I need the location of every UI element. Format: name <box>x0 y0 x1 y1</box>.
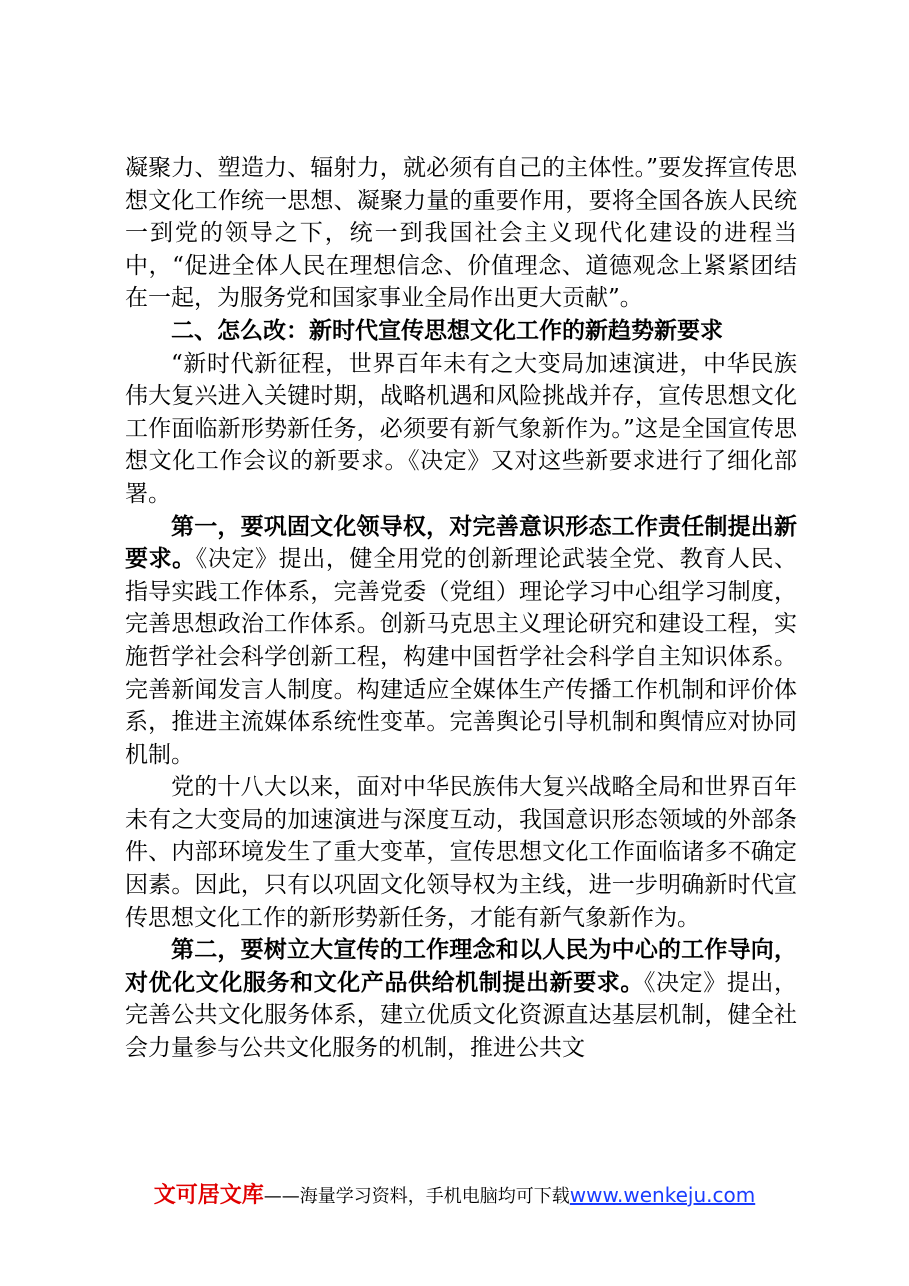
first-point-lead: 第一，要巩固文化领导权，对完善意识形态工作责任制提出新要求。 <box>125 512 797 573</box>
paragraph-second-point <box>125 934 797 1064</box>
paragraph-eighteenth-congress: 党的十八大以来，面对中华民族伟大复兴战略全局和世界百年未有之大变局的加速演进与深度互动，我国意识形态领域的外部条件、内部环境发生了重大变革，宣传思想文化工作面临诸多不确定因素。因此，只有以巩固文化领导权为主线，进一步明确新时代宣传思想文化工作的新形势新任务，才能有新气象新作为。 <box>125 774 797 931</box>
footer-brand: 文可居文库 <box>153 1183 264 1208</box>
second-point-lead: 第二，要树立大宣传的工作理念和以人民为中心的工作导向，对优化文化服务和文化产品供给机制提出新要求。 <box>125 936 797 996</box>
section-heading: 二、怎么改：新时代宣传思想文化工作的新趋势新要求 <box>171 317 723 344</box>
document-body <box>125 152 797 1065</box>
paragraph-continuation: 凝聚力、塑造力、辐射力，就必须有自己的主体性。”要发挥宣传思想文化工作统一思想、凝聚力量的重要作用，要将全国各族人民统一到党的领导之下，统一到我国社会主义现代化建设的进程当中，“促进全体人民在理想信念、价值理念、道德观念上紧紧团结在一起，为服务党和国家事业全局作出更大贡献”。 <box>125 155 797 312</box>
paragraph-first-point <box>125 511 797 772</box>
footer-banner <box>0 1180 909 1212</box>
second-point-text: 《决定》提出，完善公共文化服务体系，建立优质文化资源直达基层机制，健全社会力量参与公共文化服务的机制，推进公共文 <box>125 969 798 1062</box>
first-point-text: 《决定》提出，健全用党的创新理论武装全党、教育人民、指导实践工作体系，完善党委（党组）理论学习中心组学习制度，完善思想政治工作体系。创新马克思主义理论研究和建设工程，实施哲学社会科学创新工程，构建中国哲学社会科学自主知识体系。完善新闻发言人制度。构建适应全媒体生产传播工作机制和评价体系，推进主流媒体系统性变革。完善舆论引导机制和舆情应对协同机制。 <box>125 546 798 768</box>
paragraph-quote: “新时代新征程，世界百年未有之大变局加速演进，中华民族伟大复兴进入关键时期，战略机遇和风险挑战并存，宣传思想文化工作面临新形势新任务，必须要有新气象新作为。”这是全国宣传思想文化工作会议的新要求。《决定》又对这些新要求进行了细化部署。 <box>125 350 797 507</box>
footer-tagline: ——海量学习资料，手机电脑均可下载 <box>263 1186 570 1207</box>
footer-url-link[interactable]: www.wenkeju.com <box>569 1183 756 1207</box>
